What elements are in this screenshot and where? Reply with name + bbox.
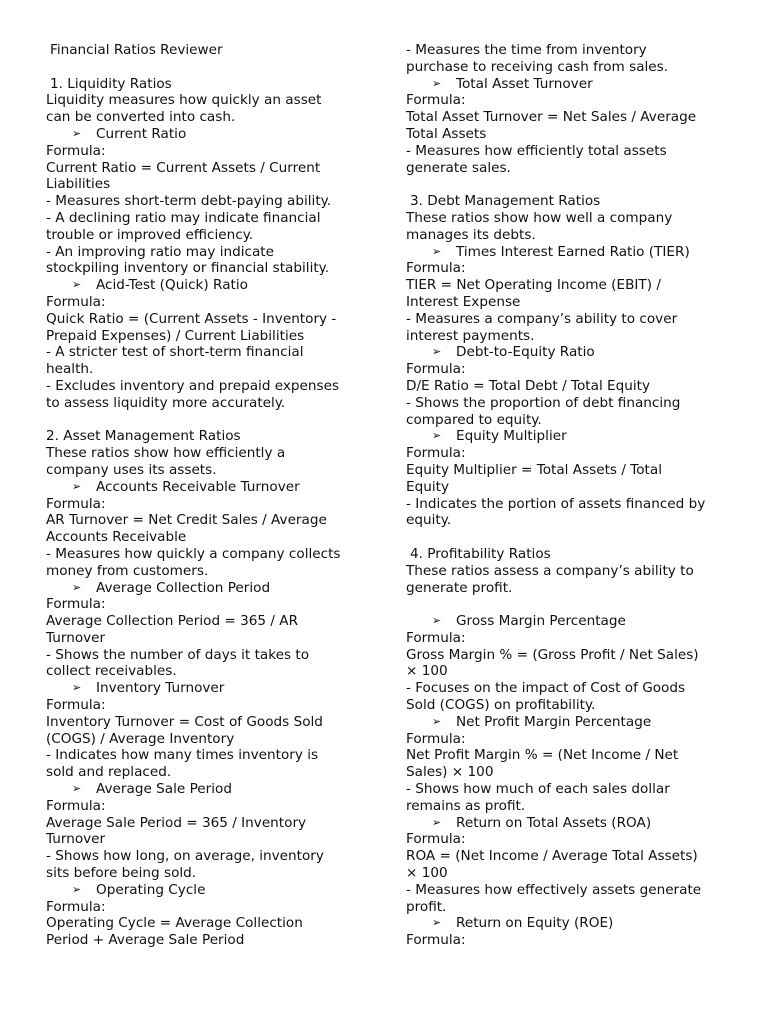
body-text-line: sold and replaced. bbox=[46, 764, 172, 781]
ratio-heading-return-on-equity-roe bbox=[406, 915, 728, 932]
body-text-line: Formula: bbox=[406, 629, 466, 646]
body-text-line: × 100 bbox=[406, 663, 448, 680]
body-text-line: - Measures how quickly a company collects bbox=[46, 545, 341, 562]
body-text-line: Accounts Receivable bbox=[46, 529, 187, 546]
body-text-line: Current Ratio = Current Assets / Current bbox=[46, 159, 321, 176]
body-text-line: Liquidity measures how quickly an asset bbox=[46, 92, 322, 109]
body-text-line: - Shows the proportion of debt financing bbox=[406, 394, 681, 411]
ratio-heading-text: Return on Total Assets (ROA) bbox=[456, 814, 652, 831]
arrow-bullet-icon: ➢ bbox=[432, 916, 442, 930]
blank-line bbox=[46, 59, 364, 76]
body-text-line: Gross Margin % = (Gross Profit / Net Sales) bbox=[406, 646, 699, 663]
section-heading: 3. Debt Management Ratios bbox=[410, 193, 601, 210]
body-text-line: Inventory Turnover = Cost of Goods Sold bbox=[46, 713, 323, 730]
body-text-line: These ratios show how well a company bbox=[406, 209, 673, 226]
arrow-bullet-icon: ➢ bbox=[72, 278, 82, 292]
ratio-heading-text: Debt-to-Equity Ratio bbox=[456, 344, 595, 361]
ratio-heading-acid-test-quick-ratio bbox=[46, 277, 364, 294]
body-text-line: purchase to receiving cash from sales. bbox=[406, 58, 669, 75]
body-text-line: Prepaid Expenses) / Current Liabilities bbox=[46, 327, 305, 344]
ratio-heading-average-sale-period bbox=[46, 781, 364, 798]
ratio-heading-debt-to-equity-ratio bbox=[406, 344, 728, 361]
ratio-heading-average-collection-period bbox=[46, 580, 364, 597]
ratio-heading-current-ratio bbox=[46, 126, 364, 143]
ratio-heading-text: Gross Margin Percentage bbox=[456, 613, 626, 630]
section-heading: 1. Liquidity Ratios bbox=[50, 75, 172, 92]
body-text-line: Operating Cycle = Average Collection bbox=[46, 915, 303, 932]
ratio-heading-text: Times Interest Earned Ratio (TIER) bbox=[456, 243, 690, 260]
body-text-line: Net Profit Margin % = (Net Income / Net bbox=[406, 747, 679, 764]
arrow-bullet-icon: ➢ bbox=[432, 614, 442, 628]
body-text-line: money from customers. bbox=[46, 562, 209, 579]
body-text-line: - Indicates the portion of assets financed by bbox=[406, 495, 706, 512]
body-text-line: - Measures how effectively assets generate bbox=[406, 881, 702, 898]
body-text-line: Formula: bbox=[46, 697, 106, 714]
ratio-heading-times-interest-earned-ratio-tier bbox=[406, 244, 728, 261]
ratio-heading-text: Current Ratio bbox=[96, 125, 187, 142]
body-text-line: Formula: bbox=[46, 898, 106, 915]
right-column bbox=[406, 42, 728, 949]
body-text-line: Turnover bbox=[46, 831, 106, 848]
blank-line bbox=[406, 529, 728, 546]
body-text-line: - Excludes inventory and prepaid expenses bbox=[46, 377, 340, 394]
section-heading: 4. Profitability Ratios bbox=[410, 545, 551, 562]
arrow-bullet-icon: ➢ bbox=[72, 479, 82, 493]
body-text-line: - Measures how efficiently total assets bbox=[406, 142, 667, 159]
ratio-heading-text: Operating Cycle bbox=[96, 881, 206, 898]
document-title: Financial Ratios Reviewer bbox=[50, 42, 223, 58]
ratio-heading-text: Accounts Receivable Turnover bbox=[96, 478, 300, 495]
body-text-line: Formula: bbox=[46, 495, 106, 512]
body-text-line: remains as profit. bbox=[406, 797, 526, 814]
body-text-line: Formula: bbox=[406, 92, 466, 109]
ratio-heading-net-profit-margin-percentage bbox=[406, 714, 728, 731]
ratio-heading-total-asset-turnover bbox=[406, 76, 728, 93]
body-text-line: AR Turnover = Net Credit Sales / Average bbox=[46, 512, 327, 529]
body-text-line: company uses its assets. bbox=[46, 461, 217, 478]
ratio-heading-accounts-receivable-turnover bbox=[46, 479, 364, 496]
ratio-heading-equity-multiplier bbox=[406, 428, 728, 445]
body-text-line: Formula: bbox=[406, 260, 466, 277]
body-text-line: D/E Ratio = Total Debt / Total Equity bbox=[406, 377, 651, 394]
body-text-line: ROA = (Net Income / Average Total Assets) bbox=[406, 848, 698, 865]
body-text-line: These ratios assess a company’s ability to bbox=[406, 562, 694, 579]
arrow-bullet-icon: ➢ bbox=[432, 815, 442, 829]
arrow-bullet-icon: ➢ bbox=[432, 244, 442, 258]
body-text-line: Period + Average Sale Period bbox=[46, 932, 245, 949]
ratio-heading-gross-margin-percentage bbox=[406, 613, 728, 630]
left-column bbox=[46, 42, 364, 949]
body-text-line: Sales) × 100 bbox=[406, 764, 494, 781]
body-text-line: health. bbox=[46, 361, 94, 378]
ratio-heading-text: Net Profit Margin Percentage bbox=[456, 713, 652, 730]
body-text-line: equity. bbox=[406, 512, 452, 529]
body-text-line: Formula: bbox=[46, 596, 106, 613]
body-text-line: compared to equity. bbox=[406, 411, 542, 428]
body-text-line: Formula: bbox=[46, 797, 106, 814]
arrow-bullet-icon: ➢ bbox=[432, 429, 442, 443]
arrow-bullet-icon: ➢ bbox=[72, 782, 82, 796]
ratio-heading-operating-cycle bbox=[46, 882, 364, 899]
body-text-line: Sold (COGS) on profitability. bbox=[406, 697, 596, 714]
arrow-bullet-icon: ➢ bbox=[432, 76, 442, 90]
blank-line bbox=[406, 176, 728, 193]
body-text-line: Liabilities bbox=[46, 176, 111, 193]
body-text-line: - Focuses on the impact of Cost of Goods bbox=[406, 680, 686, 697]
blank-line bbox=[406, 596, 728, 613]
arrow-bullet-icon: ➢ bbox=[432, 345, 442, 359]
body-text-line: collect receivables. bbox=[46, 663, 177, 680]
body-text-line: - Shows how long, on average, inventory bbox=[46, 848, 324, 865]
body-text-line: - Shows the number of days it takes to bbox=[46, 646, 310, 663]
body-text-line: - An improving ratio may indicate bbox=[46, 243, 275, 260]
ratio-heading-inventory-turnover bbox=[46, 680, 364, 697]
body-text-line: - Measures a company’s ability to cover bbox=[406, 310, 678, 327]
ratio-heading-text: Average Collection Period bbox=[96, 579, 271, 596]
ratio-heading-text: Average Sale Period bbox=[96, 781, 232, 798]
body-text-line: Average Sale Period = 365 / Inventory bbox=[46, 814, 307, 831]
body-text-line: Interest Expense bbox=[406, 293, 521, 310]
body-text-line: Total Asset Turnover = Net Sales / Average bbox=[406, 109, 697, 126]
body-text-line: - Measures short-term debt-paying ability. bbox=[46, 193, 332, 210]
body-text-line: profit. bbox=[406, 898, 447, 915]
body-text-line: Equity bbox=[406, 478, 449, 495]
body-text-line: sits before being sold. bbox=[46, 865, 197, 882]
body-text-line: - Indicates how many times inventory is bbox=[46, 747, 319, 764]
body-text-line: interest payments. bbox=[406, 327, 535, 344]
body-text-line: - Measures the time from inventory bbox=[406, 42, 647, 58]
body-text-line: - A stricter test of short-term financial bbox=[46, 344, 304, 361]
body-text-line: Formula: bbox=[406, 361, 466, 378]
blank-line bbox=[46, 412, 364, 429]
body-text-line: to assess liquidity more accurately. bbox=[46, 394, 286, 411]
body-text-line: Total Assets bbox=[406, 125, 487, 142]
ratio-heading-return-on-total-assets-roa bbox=[406, 815, 728, 832]
body-text-line: - Shows how much of each sales dollar bbox=[406, 781, 670, 798]
body-text-line: Quick Ratio = (Current Assets - Inventory - bbox=[46, 310, 337, 327]
body-text-line: stockpiling inventory or financial stability. bbox=[46, 260, 330, 277]
body-text-line: generate sales. bbox=[406, 159, 511, 176]
ratio-heading-text: Acid-Test (Quick) Ratio bbox=[96, 277, 248, 294]
arrow-bullet-icon: ➢ bbox=[432, 714, 442, 728]
body-text-line: Formula: bbox=[406, 730, 466, 747]
body-text-line: - A declining ratio may indicate financial bbox=[46, 209, 321, 226]
body-text-line: Average Collection Period = 365 / AR bbox=[46, 613, 299, 630]
body-text-line: can be converted into cash. bbox=[46, 109, 236, 126]
ratio-heading-text: Total Asset Turnover bbox=[456, 75, 593, 92]
body-text-line: TIER = Net Operating Income (EBIT) / bbox=[406, 277, 661, 294]
arrow-bullet-icon: ➢ bbox=[72, 681, 82, 695]
body-text-line: Formula: bbox=[406, 445, 466, 462]
body-text-line: generate profit. bbox=[406, 579, 513, 596]
arrow-bullet-icon: ➢ bbox=[72, 126, 82, 140]
body-text-line: Formula: bbox=[406, 932, 466, 949]
arrow-bullet-icon: ➢ bbox=[72, 882, 82, 896]
body-text-line: Formula: bbox=[46, 293, 106, 310]
body-text-line: Formula: bbox=[46, 142, 106, 159]
body-text-line: × 100 bbox=[406, 865, 448, 882]
ratio-heading-text: Equity Multiplier bbox=[456, 428, 567, 445]
body-text-line: 2. Asset Management Ratios bbox=[46, 428, 241, 445]
ratio-heading-text: Inventory Turnover bbox=[96, 680, 225, 697]
ratio-heading-text: Return on Equity (ROE) bbox=[456, 915, 614, 932]
arrow-bullet-icon: ➢ bbox=[72, 580, 82, 594]
body-text-line: Formula: bbox=[406, 831, 466, 848]
body-text-line: Equity Multiplier = Total Assets / Total bbox=[406, 461, 662, 478]
body-text-line: Turnover bbox=[46, 629, 106, 646]
body-text-line: trouble or improved efficiency. bbox=[46, 226, 254, 243]
body-text-line: manages its debts. bbox=[406, 226, 536, 243]
body-text-line: These ratios show how efficiently a bbox=[46, 445, 286, 462]
body-text-line: (COGS) / Average Inventory bbox=[46, 730, 235, 747]
